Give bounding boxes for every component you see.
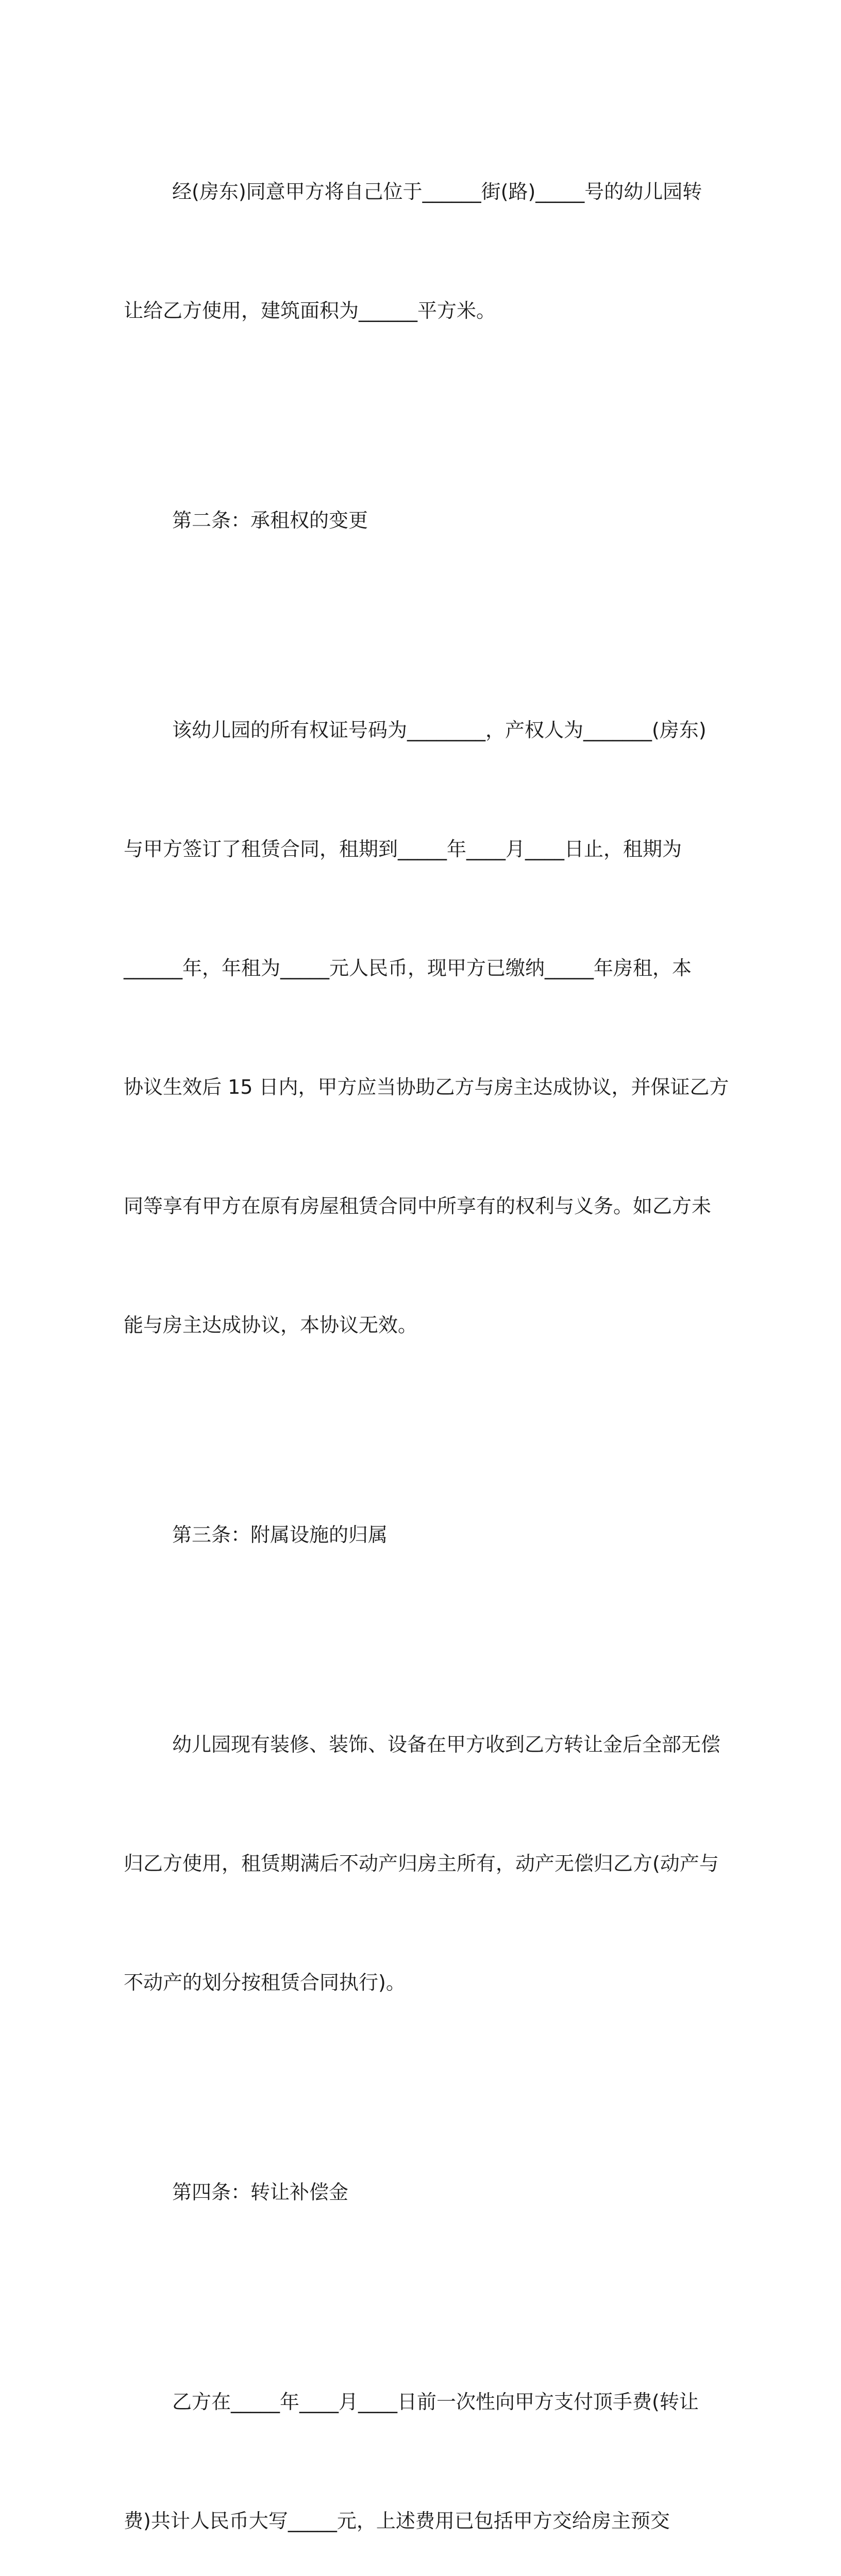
text-line: 能与房主达成协议，本协议无效。 (124, 1314, 418, 1336)
heading-text: 第四条：转让补偿金 (172, 2181, 349, 2204)
text-line: 与甲方签订了租赁合同，租期到_____年____月____日止，租期为 (124, 838, 682, 860)
paragraph-compensation (124, 2303, 728, 2576)
paragraph-facilities (124, 1646, 728, 2082)
section-heading-article-4 (124, 2093, 728, 2292)
text-line: 该幼儿园的所有权证号码为________，产权人为_______(房东) (172, 719, 707, 741)
text-line: 幼儿园现有装修、装饰、设备在甲方收到乙方转让金后全部无偿 (172, 1733, 721, 1756)
section-heading-article-3 (124, 1436, 728, 1634)
paragraph-lease-rights (124, 631, 728, 1425)
text-line: 让给乙方使用，建筑面积为______平方米。 (124, 299, 496, 322)
heading-text: 第三条：附属设施的归属 (172, 1523, 388, 1546)
text-line: 费)共计人民币大写_____元，上述费用已包括甲方交给房主预交 (124, 2510, 670, 2532)
text-line: 归乙方使用，租赁期满后不动产归房主所有，动产无偿归乙方(动产与 (124, 1852, 719, 1875)
text-line: 乙方在_____年____月____日前一次性向甲方支付顶手费(转让 (172, 2391, 699, 2413)
text-line: ______年，年租为_____元人民币，现甲方已缴纳_____年房租，本 (124, 957, 692, 979)
heading-text: 第二条：承租权的变更 (172, 509, 368, 532)
document-page (124, 93, 728, 2576)
text-line: 经(房东)同意甲方将自己位于______街(路)_____号的幼儿园转 (172, 180, 702, 203)
paragraph-transfer-premises (124, 93, 728, 410)
section-heading-article-2 (124, 421, 728, 620)
text-line: 协议生效后 15 日内，甲方应当协助乙方与房主达成协议，并保证乙方 (124, 1076, 729, 1098)
text-line: 不动产的划分按租赁合同执行)。 (124, 1971, 406, 1994)
text-line: 同等享有甲方在原有房屋租赁合同中所享有的权利与义务。如乙方未 (124, 1195, 712, 1217)
